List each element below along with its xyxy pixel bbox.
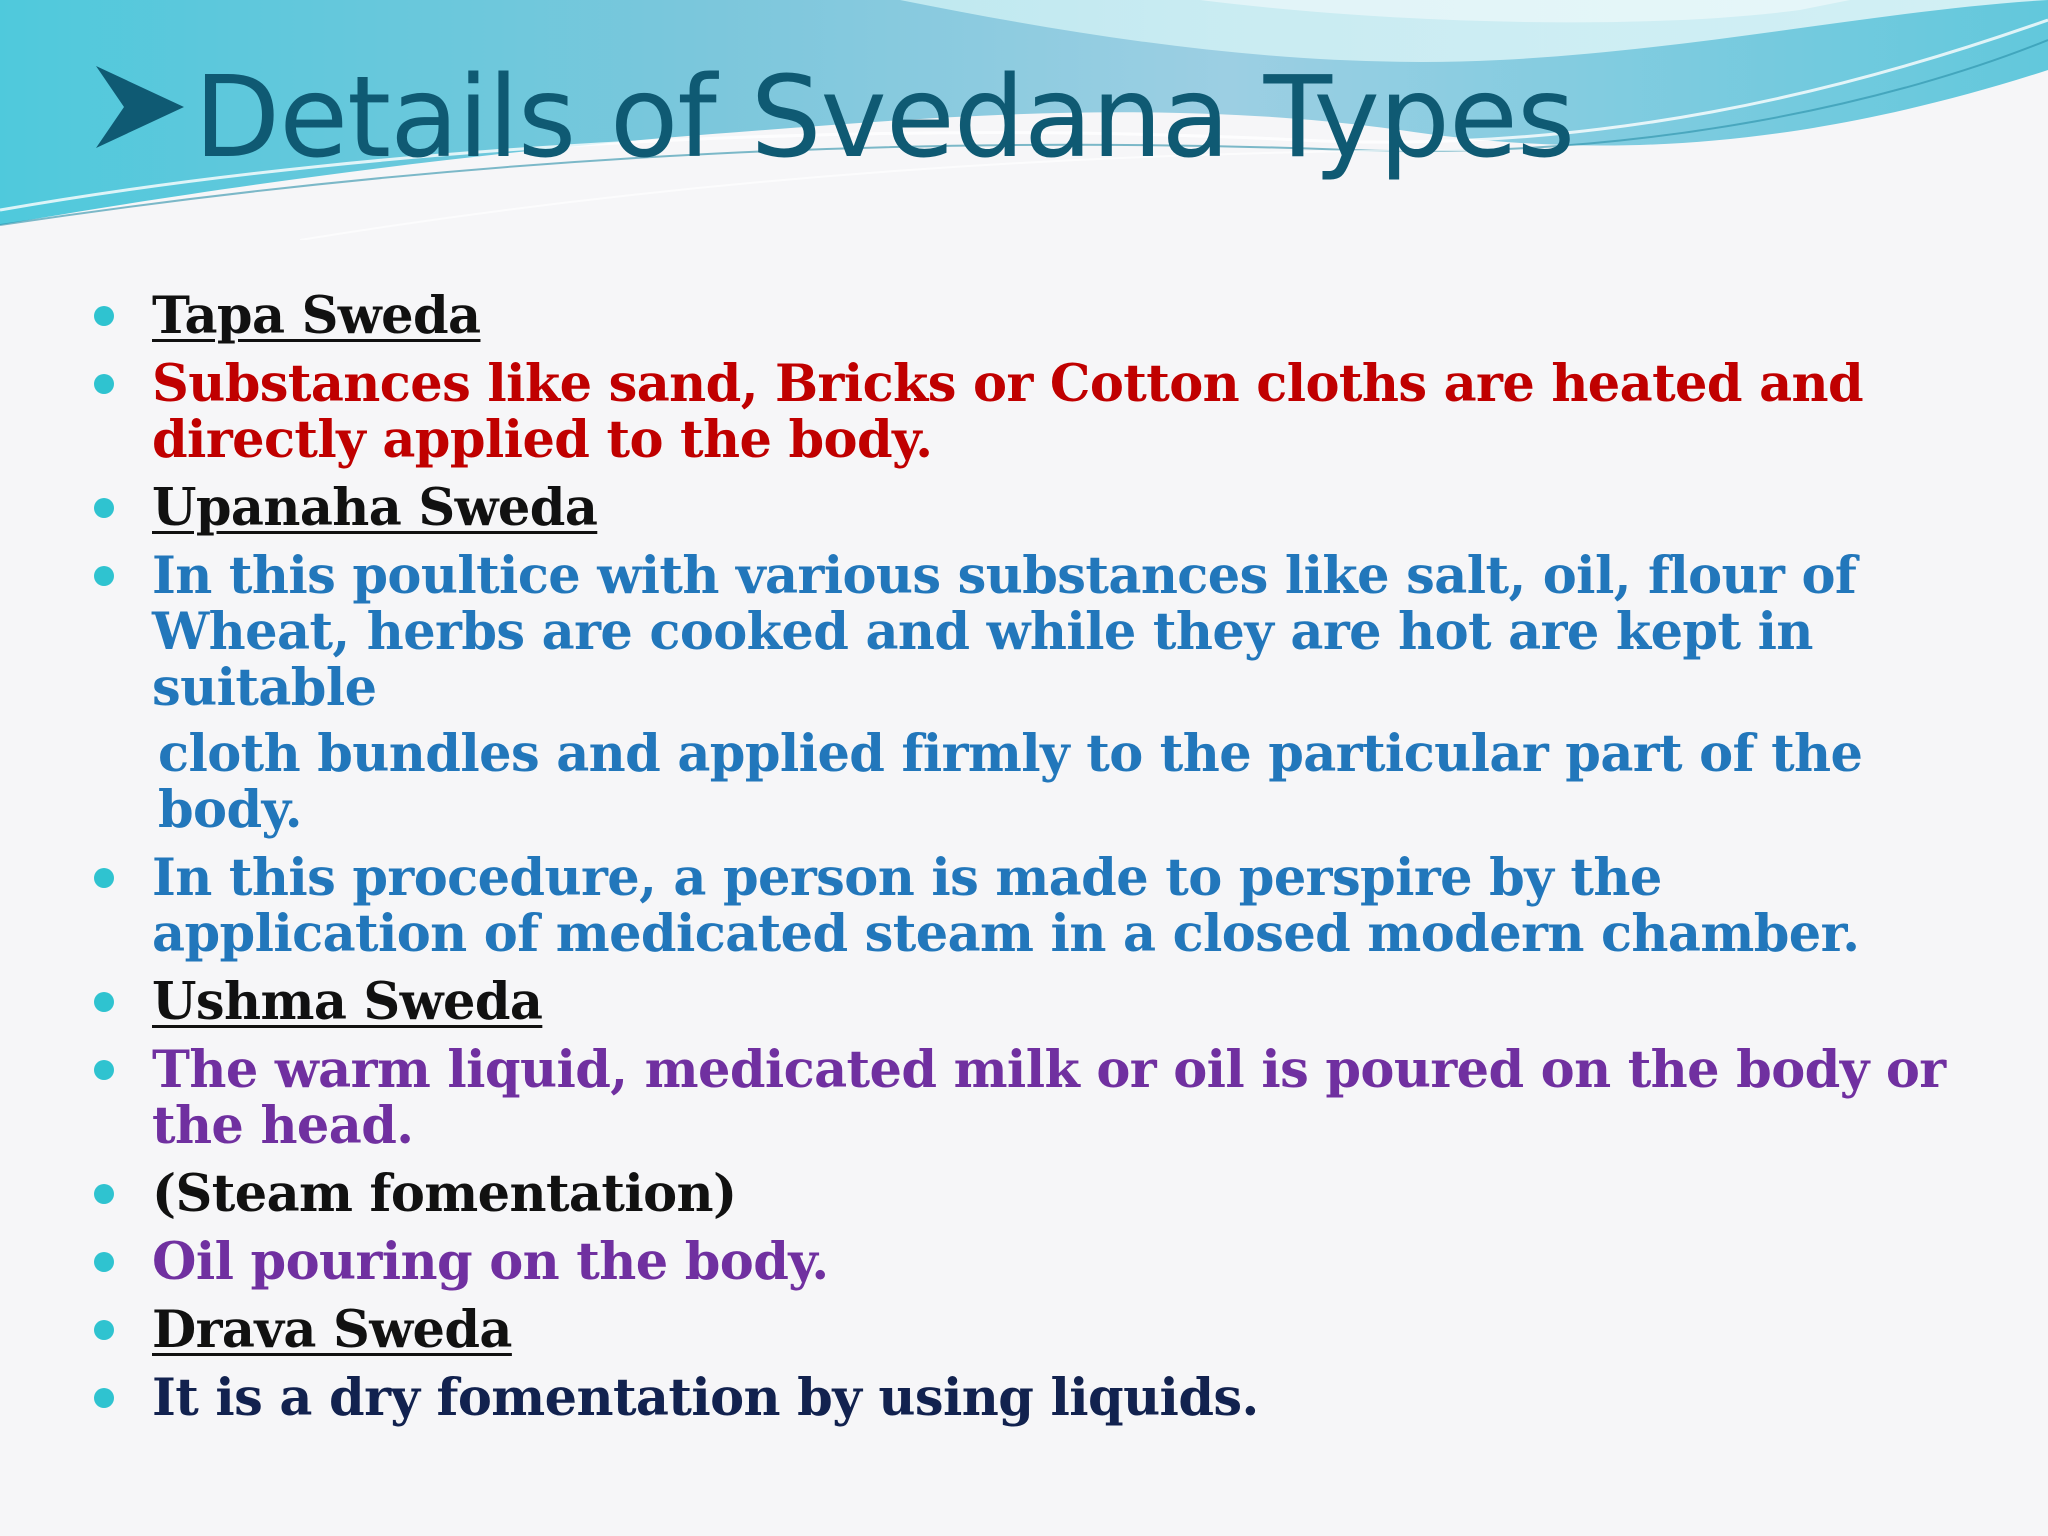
list-item	[92, 480, 1992, 536]
bullet-dot-icon	[94, 374, 114, 394]
bullet-dot-icon	[94, 992, 114, 1012]
heading-tapa-sweda: Tapa Sweda	[152, 286, 481, 346]
bullet-dot-icon	[94, 1184, 114, 1204]
list-item	[92, 548, 1992, 838]
list-item	[92, 1302, 1992, 1358]
list-item	[92, 1370, 1992, 1426]
bullet-list	[92, 288, 1992, 1438]
list-item	[92, 1234, 1992, 1290]
bullet-dot-icon	[94, 1388, 114, 1408]
steam-fomentation-note: (Steam fomentation)	[152, 1164, 737, 1224]
bullet-dot-icon	[94, 306, 114, 326]
list-item	[92, 974, 1992, 1030]
drava-sweda-description: It is a dry fomentation by using liquids.	[152, 1368, 1259, 1428]
bullet-dot-icon	[94, 1320, 114, 1340]
upanaha-sweda-description: In this poultice with various substances like salt, oil, flour of Wheat, herbs are cooked and while they are hot are kept in suitable	[152, 546, 1857, 718]
bullet-dot-icon	[94, 1252, 114, 1272]
bullet-dot-icon	[94, 498, 114, 518]
oil-pouring-note: Oil pouring on the body.	[152, 1232, 829, 1292]
heading-drava-sweda: Drava Sweda	[152, 1300, 512, 1360]
page-title	[92, 48, 1574, 188]
tapa-sweda-description: Substances like sand, Bricks or Cotton cloths are heated and directly applied to the body.	[152, 354, 1864, 470]
list-item	[92, 288, 1992, 344]
list-item	[92, 850, 1992, 962]
bullet-dot-icon	[94, 868, 114, 888]
list-item	[92, 1166, 1992, 1222]
bullet-dot-icon	[94, 566, 114, 586]
page-title-text: Details of Svedana Types	[194, 53, 1575, 183]
ushma-sweda-description: The warm liquid, medicated milk or oil is poured on the body or the head.	[152, 1040, 1946, 1156]
list-item	[92, 1042, 1992, 1154]
list-item	[92, 356, 1992, 468]
heading-upanaha-sweda: Upanaha Sweda	[152, 478, 598, 538]
upanaha-sweda-description-continued: cloth bundles and applied firmly to the particular part of the body.	[158, 724, 1863, 840]
arrowhead-bullet-icon	[92, 62, 188, 152]
bullet-dot-icon	[94, 1060, 114, 1080]
heading-ushma-sweda: Ushma Sweda	[152, 972, 543, 1032]
steam-procedure-description: In this procedure, a person is made to perspire by the application of medicated steam in a closed modern chamber.	[152, 848, 1860, 964]
